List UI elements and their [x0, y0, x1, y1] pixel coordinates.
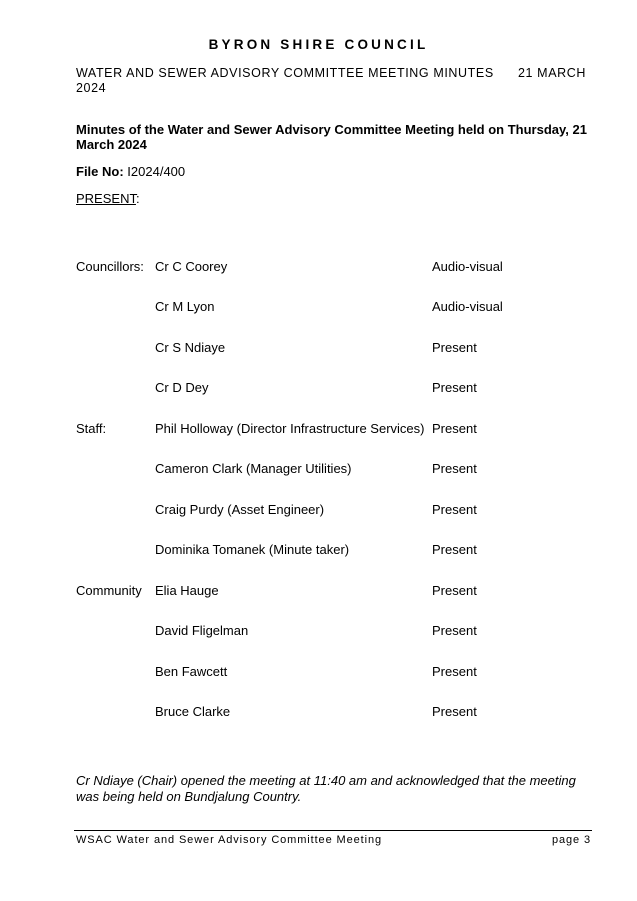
attendee-row: [0, 664, 637, 682]
attendee-name: Phil Holloway (Director Infrastructure Services): [155, 421, 425, 436]
meeting-date-day-month: 21 MARCH: [518, 66, 587, 80]
attendee-status: Present: [432, 380, 477, 395]
footer-committee-name: WSAC Water and Sewer Advisory Committee Meeting: [76, 834, 382, 846]
attendee-status: Present: [432, 542, 477, 557]
meeting-header: [76, 66, 587, 96]
meeting-opening-statement: Cr Ndiaye (Chair) opened the meeting at 11:40 am and acknowledged that the meeting was being held on Bundjalung Country.: [76, 773, 576, 804]
present-heading: [76, 191, 140, 206]
attendee-status: Present: [432, 623, 477, 638]
attendee-group: Community: [76, 583, 142, 598]
attendee-status: Present: [432, 421, 477, 436]
attendee-group: Staff:: [76, 421, 107, 436]
attendee-status: Present: [432, 583, 477, 598]
attendee-row: [0, 704, 637, 722]
file-number: [76, 164, 185, 179]
attendee-status: Audio-visual: [432, 299, 503, 314]
attendee-status: Audio-visual: [432, 259, 503, 274]
attendee-name: Bruce Clarke: [155, 704, 231, 719]
attendee-row: [0, 502, 637, 520]
attendee-name: Elia Hauge: [155, 583, 219, 598]
minutes-heading: Minutes of the Water and Sewer Advisory Committee Meeting held on Thursday, 21 March 2024: [76, 122, 587, 152]
attendee-name: Cr D Dey: [155, 380, 209, 395]
attendee-status: Present: [432, 704, 477, 719]
present-label: PRESENT: [76, 191, 136, 206]
page-number: page 3: [552, 834, 592, 846]
attendee-row: [0, 340, 637, 358]
present-colon: :: [135, 191, 140, 206]
attendee-name: Cr C Coorey: [155, 259, 228, 274]
attendee-name: Cr M Lyon: [155, 299, 215, 314]
meeting-title: WATER AND SEWER ADVISORY COMMITTEE MEETING MINUTES: [76, 66, 494, 80]
attendee-status: Present: [432, 502, 477, 517]
file-number-value: I2024/400: [127, 164, 186, 179]
footer-divider: [74, 830, 592, 831]
attendee-row: [0, 623, 637, 641]
attendee-name: Cameron Clark (Manager Utilities): [155, 461, 352, 476]
attendee-name: Cr S Ndiaye: [155, 340, 226, 355]
attendee-name: Dominika Tomanek (Minute taker): [155, 542, 350, 557]
attendee-name: David Fligelman: [155, 623, 249, 638]
council-name: BYRON SHIRE COUNCIL: [208, 37, 429, 52]
attendee-group: Councillors:: [76, 259, 144, 274]
attendee-status: Present: [432, 340, 477, 355]
attendee-status: Present: [432, 664, 477, 679]
attendee-row: [0, 421, 637, 439]
attendee-row: [0, 583, 637, 601]
file-number-label: File No:: [76, 164, 124, 179]
attendee-row: [0, 259, 637, 277]
attendee-name: Ben Fawcett: [155, 664, 228, 679]
attendee-name: Craig Purdy (Asset Engineer): [155, 502, 325, 517]
attendee-row: [0, 380, 637, 398]
attendee-row: [0, 542, 637, 560]
attendee-status: Present: [432, 461, 477, 476]
attendee-row: [0, 299, 637, 317]
meeting-date-year: 2024: [76, 81, 107, 95]
attendee-row: [0, 461, 637, 479]
